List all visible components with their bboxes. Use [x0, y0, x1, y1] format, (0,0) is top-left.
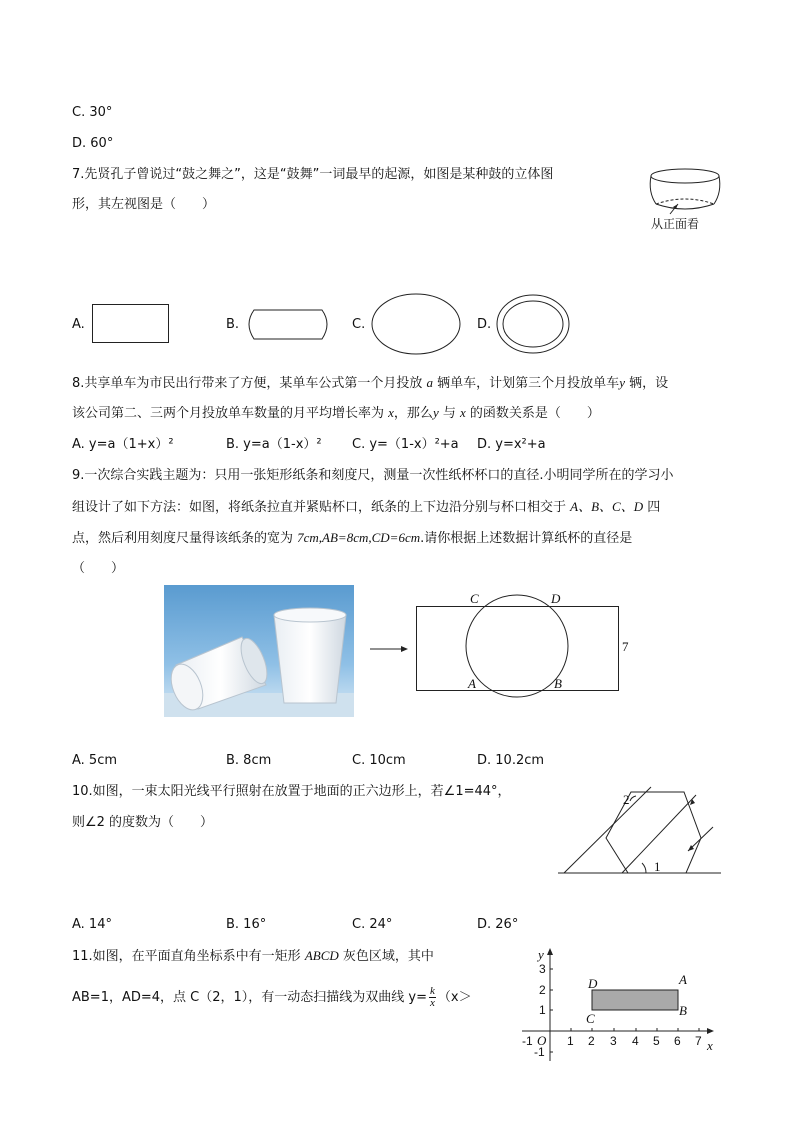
q11-x-tick-1: 1 [567, 1034, 574, 1048]
q9-option-c: C. 10cm [352, 753, 406, 768]
q9-strip-circle-diagram [416, 606, 621, 692]
q10-angle-2-label: 2 [623, 792, 630, 807]
q7-option-c-label: C. [352, 317, 366, 332]
q10-option-b: B. 16° [226, 917, 267, 932]
q11-x-tick-2: 2 [588, 1034, 595, 1048]
q7-stem-line1: 7.先贤孔子曾说过“鼓之舞之”，这是“鼓舞”一词最早的起源，如图是某种鼓的立体图 [72, 167, 554, 182]
q10-stem-line2: 则∠2 的度数为（ ） [72, 815, 214, 830]
q9-label-b: B [554, 676, 562, 691]
q6-option-c: C. 30° [72, 105, 113, 120]
q8-stem-line2: 该公司第二、三两个月投放单车数量的月平均增长率为 x，那么y 与 x 的函数关系是（ ） [72, 405, 600, 421]
q11-point-c-label: C [586, 1011, 595, 1026]
q9-stem-line3: 点，然后利用刻度尺量得该纸条的宽为 7cm,AB=8cm,CD=6cm.请你根据上述数据计算纸杯的直径是 [72, 530, 633, 546]
q7-option-a-label: A. [72, 317, 85, 332]
q11-x-tick-3: 3 [610, 1034, 617, 1048]
q10-option-d: D. 26° [477, 917, 519, 932]
q7-option-d-label: D. [477, 317, 492, 332]
q8-option-d: D. y=x²+a [477, 437, 546, 452]
q11-fraction: $\frac{k}{x}$ [430, 985, 435, 1009]
q6-option-d: D. 60° [72, 136, 114, 151]
q11-point-d-label: D [588, 976, 598, 991]
q9-stem-line1: 9.一次综合实践主题为：只用一张矩形纸条和刻度尺，测量一次性纸杯杯口的直径.小明同学所在的学习小 [72, 468, 674, 483]
q9-option-b: B. 8cm [226, 753, 272, 768]
q11-x-tick-4: 4 [632, 1034, 639, 1048]
q8-option-b: B. y=a（1-x）² [226, 437, 322, 452]
q11-stem-line2: AB=1，AD=4，点 C（2，1），有一动态扫描线为双曲线 y= $\frac{k}{x}$ （x＞ [72, 985, 472, 1009]
q10-option-c: C. 24° [352, 917, 393, 932]
q8-stem-line1: 8.共享单车为市民出行带来了方便，某单车公式第一个月投放 a 辆单车，计划第三个月投放单车y 辆，设 [72, 375, 669, 391]
q11-y-tick-1: 1 [539, 1003, 546, 1017]
q11-y-tick-neg1: -1 [534, 1045, 545, 1059]
q11-y-tick-3: 3 [539, 962, 546, 976]
q10-angle-1-label: 1 [654, 859, 661, 874]
q7-figure-caption: 从正面看 [651, 217, 700, 231]
q8-option-a: A. y=a（1+x）² [72, 437, 174, 452]
q9-option-d: D. 10.2cm [477, 753, 545, 768]
q7-option-c-ellipse [371, 293, 463, 357]
q11-x-axis-label: x [707, 1038, 713, 1053]
q11-y-axis-label: y [538, 947, 544, 962]
q7-option-a-rectangle [92, 304, 170, 344]
q11-stem-line1: 11.如图，在平面直角坐标系中有一矩形 ABCD 灰色区域，其中 [72, 948, 434, 964]
q11-x-tick-5: 5 [653, 1034, 660, 1048]
q8-option-c: C. y=（1-x）²+a [352, 437, 459, 452]
q9-label-a: A [468, 676, 476, 691]
q11-origin-label: O [537, 1033, 547, 1048]
q10-stem-line1: 10.如图，一束太阳光线平行照射在放置于地面的正六边形上，若∠1=44°， [72, 784, 511, 799]
q9-stem-line2: 组设计了如下方法：如图，将纸条拉直并紧贴杯口，纸条的上下边沿分别与杯口相交于 A、B、C、D 四 [72, 499, 661, 515]
q7-option-b-label: B. [226, 317, 240, 332]
q9-label-c: C [470, 591, 479, 606]
q9-arrow [370, 644, 410, 654]
q9-paper-cup-photo [164, 585, 354, 717]
q7-option-d-double-ellipse [496, 294, 572, 356]
q11-coordinate-plane [520, 946, 720, 1064]
q7-stem-line2: 形，其左视图是（ ） [72, 197, 216, 212]
q9-label-width: 7 [622, 639, 629, 654]
q10-hexagon-sunlight-diagram [556, 783, 724, 879]
q11-y-tick-2: 2 [539, 983, 546, 997]
q9-option-a: A. 5cm [72, 753, 118, 768]
q7-option-b-barrel [244, 309, 334, 341]
q11-x-tick-6: 6 [674, 1034, 681, 1048]
q9-stem-line4: （ ） [72, 561, 125, 576]
q10-option-a: A. 14° [72, 917, 112, 932]
q11-x-tick-7: 7 [695, 1034, 702, 1048]
q11-point-a-label: A [679, 972, 687, 987]
q9-label-d: D [551, 591, 561, 606]
q11-x-tick-neg1: -1 [522, 1034, 533, 1048]
q11-point-b-label: B [679, 1003, 687, 1018]
